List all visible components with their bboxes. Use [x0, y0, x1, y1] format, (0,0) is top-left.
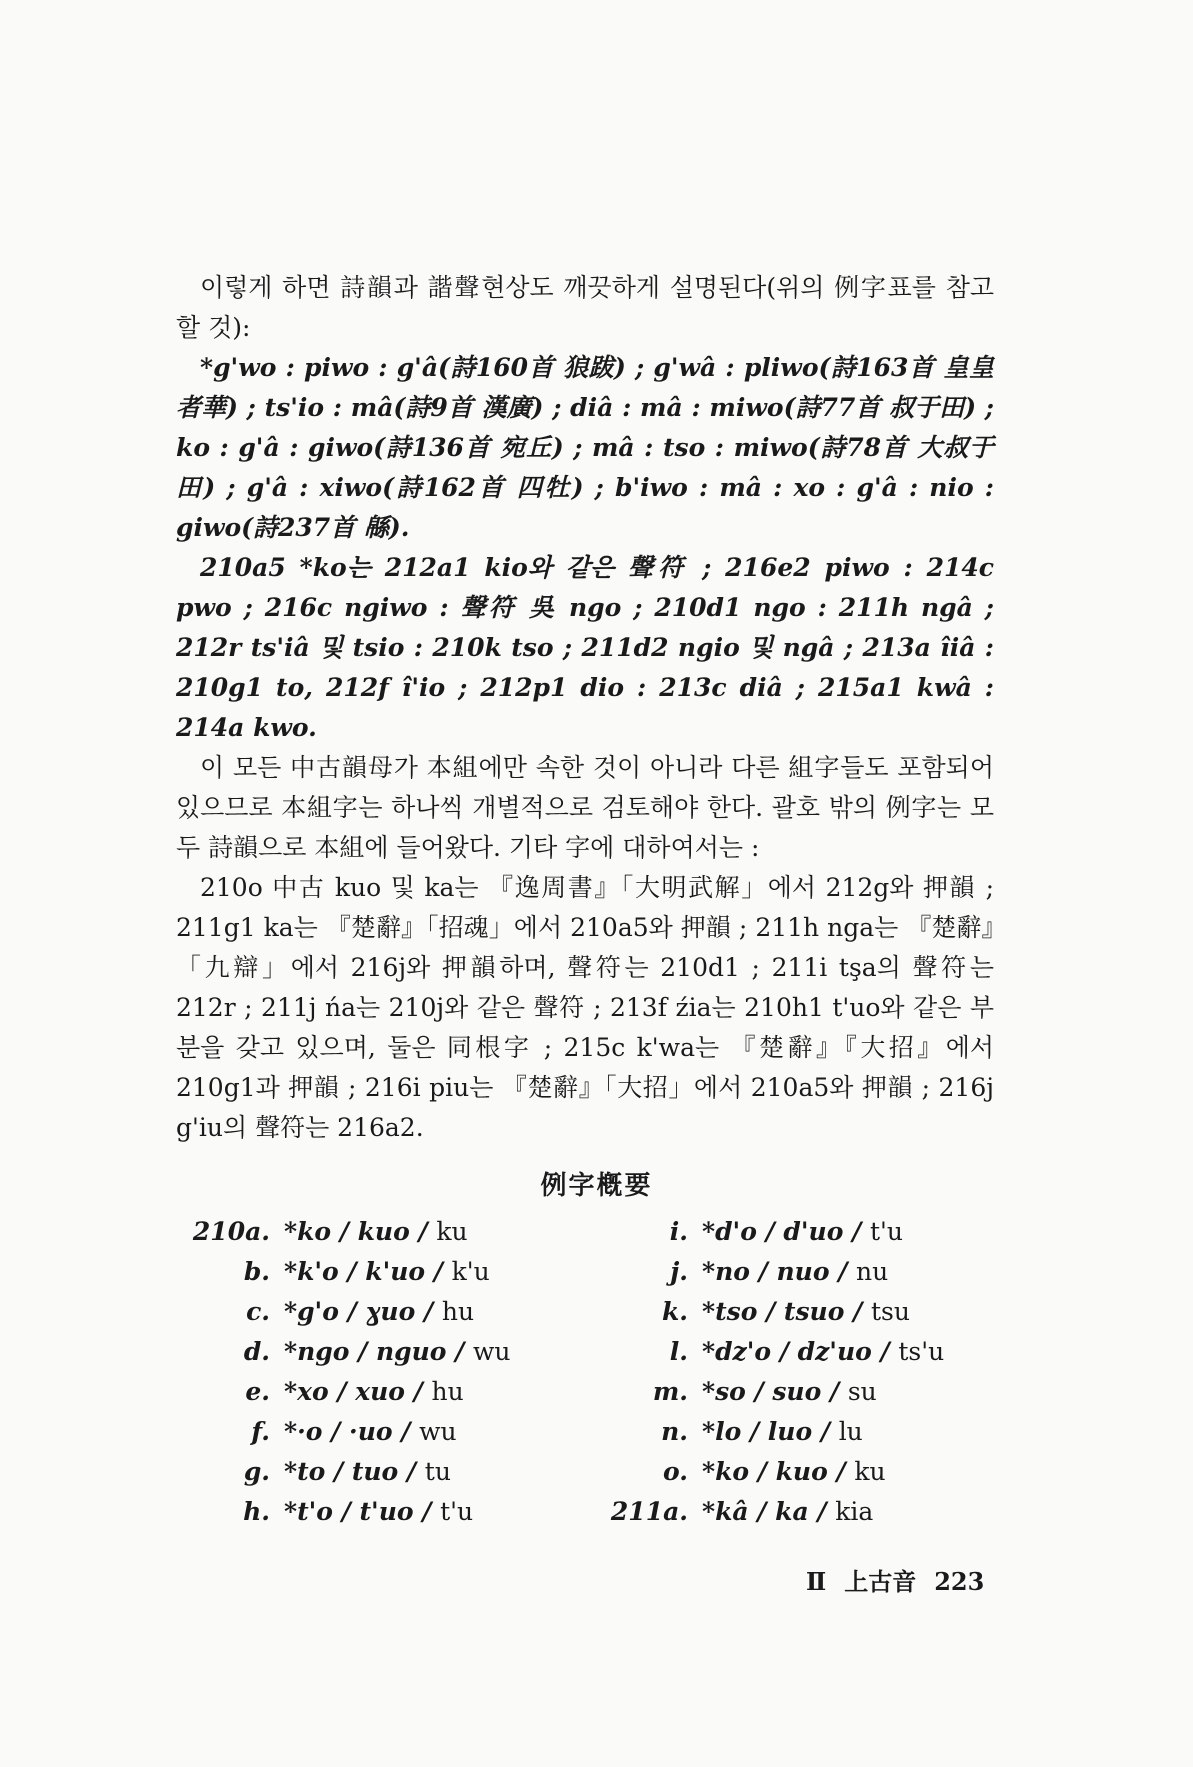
- example-row: [608, 1252, 944, 1292]
- example-label: l.: [669, 1337, 688, 1366]
- example-modern: hu: [441, 1297, 475, 1326]
- example-row: [190, 1492, 511, 1532]
- example-modern: k'u: [451, 1257, 490, 1286]
- example-row: [190, 1332, 511, 1372]
- paragraph-intro: 이렇게 하면 詩韻과 諧聲현상도 깨끗하게 설명된다(위의 例字표를 참고할 것):: [176, 273, 994, 342]
- example-label: g.: [243, 1457, 270, 1486]
- example-row: [608, 1492, 944, 1532]
- example-row: [190, 1292, 511, 1332]
- example-forms: *ngo / nguo /: [284, 1337, 465, 1366]
- paragraph-rhyme-examples: *g'wo : piwo : g'â(詩160首 狼跋) ; g'wâ : pliwo(詩163首 皇皇者華) ; ts'io : mâ(詩9首 漢廣) ; diâ : mâ : miwo(詩77首 叔于田) ; ko : g'â : giwo(詩136首 宛丘) ; mâ : tso : miwo(詩78首 大叔于田) ; g'â : xiwo(詩162首 四牡) ; b'iwo : mâ : xo : g'â : nio : giwo(詩237首 緜).: [176, 353, 994, 542]
- example-label: b.: [243, 1257, 270, 1286]
- example-label: e.: [245, 1377, 270, 1406]
- examples-left-column: [190, 1212, 511, 1532]
- table-title: 例字槪要: [540, 1171, 653, 1201]
- example-modern: ts'u: [898, 1337, 945, 1366]
- example-forms: *dz'o / dz'uo /: [702, 1337, 890, 1366]
- example-forms: *xo / xuo /: [284, 1377, 423, 1406]
- example-label: h.: [243, 1497, 270, 1526]
- example-modern: hu: [431, 1377, 464, 1406]
- example-modern: wu: [419, 1417, 457, 1446]
- example-row: [190, 1372, 511, 1412]
- page-number: 223: [934, 1567, 985, 1596]
- chapter-title: 上古音: [844, 1567, 917, 1596]
- example-label: c.: [246, 1297, 270, 1326]
- example-label: j.: [670, 1257, 688, 1286]
- example-modern: nu: [856, 1257, 889, 1286]
- example-modern: kia: [835, 1497, 874, 1526]
- example-modern: wu: [473, 1337, 511, 1366]
- example-modern: tu: [424, 1457, 451, 1486]
- example-label: f.: [251, 1417, 270, 1446]
- example-forms: *no / nuo /: [702, 1257, 848, 1286]
- example-forms: *d'o / d'uo /: [702, 1217, 862, 1246]
- body-text: [176, 268, 994, 1148]
- example-modern: su: [847, 1377, 877, 1406]
- example-row: [608, 1332, 944, 1372]
- example-forms: *k'o / k'uo /: [284, 1257, 443, 1286]
- section-number: Ⅱ: [806, 1567, 827, 1596]
- example-modern: ku: [436, 1217, 468, 1246]
- example-forms: *t'o / t'uo /: [284, 1497, 432, 1526]
- example-row: [190, 1212, 511, 1252]
- example-row: [608, 1212, 944, 1252]
- example-modern: t'u: [440, 1497, 474, 1526]
- example-modern: t'u: [869, 1217, 903, 1246]
- page-footer: [806, 1562, 1002, 1597]
- example-forms: *g'o / ɣuo /: [284, 1297, 434, 1326]
- example-row: [608, 1372, 944, 1412]
- example-row: [190, 1452, 511, 1492]
- example-forms: *to / tuo /: [284, 1457, 417, 1486]
- example-row: [190, 1412, 511, 1452]
- example-label: k.: [661, 1297, 688, 1326]
- example-modern: ku: [854, 1457, 886, 1486]
- example-modern: tsu: [870, 1297, 910, 1326]
- example-label: 211a.: [610, 1497, 688, 1526]
- example-row: [608, 1292, 944, 1332]
- example-forms: *tso / tsuo /: [702, 1297, 863, 1326]
- example-label: 210a.: [192, 1217, 270, 1246]
- examples-right-column: [608, 1212, 944, 1532]
- example-label: m.: [652, 1377, 688, 1406]
- example-row: [608, 1412, 944, 1452]
- example-row: [190, 1252, 511, 1292]
- example-label: n.: [661, 1417, 688, 1446]
- paragraph-note: 이 모든 中古韻母가 本組에만 속한 것이 아니라 다른 組字들도 포함되어 있으므로 本組字는 하나씩 개별적으로 검토해야 한다. 괄호 밖의 例字는 모두 詩韻으로 本組에 들어왔다. 기타 字에 대하여서는 :: [176, 753, 994, 862]
- example-label: i.: [669, 1217, 688, 1246]
- example-forms: *·o / ·uo /: [284, 1417, 411, 1446]
- paragraph-other-chars: 210o 中古 kuo 및 ka는 『逸周書』「大明武解」에서 212g와 押韻 ; 211g1 ka는 『楚辭』「招魂」에서 210a5와 押韻 ; 211h nga는 『楚辭』「九辯」에서 216j와 押韻하며, 聲符는 210d1 ; 211i tşa의 聲符는 212r ; 211j ńa는 210j와 같은 聲符 ; 213f źia는 210h1 t'uo와 같은 부분을 갖고 있으며, 둘은 同根字 ; 215c k'wa는 『楚辭』『大招』에서 210g1과 押韻 ; 216i piu는 『楚辭』「大招」에서 210a5와 押韻 ; 216j g'iu의 聲符는 216a2.: [176, 873, 994, 1142]
- example-modern: lu: [838, 1417, 863, 1446]
- example-forms: *ko / kuo /: [702, 1457, 846, 1486]
- example-forms: *kâ / ka /: [702, 1497, 827, 1526]
- example-label: d.: [243, 1337, 270, 1366]
- example-forms: *ko / kuo /: [284, 1217, 428, 1246]
- example-forms: *lo / luo /: [702, 1417, 830, 1446]
- example-forms: *so / suo /: [702, 1377, 840, 1406]
- example-label: o.: [663, 1457, 688, 1486]
- paragraph-phonetic-examples: 210a5 *ko는 212a1 kio와 같은 聲符 ; 216e2 piwo : 214c pwo ; 216c ngiwo : 聲符 吳 ngo ; 210d1 ngo : 211h ngâ ; 212r ts'iâ 및 tsio : 210k tso ; 211d2 ngio 및 ngâ ; 213a îiâ : 210g1 to, 212f î'io ; 212p1 dio : 213c diâ ; 215a1 kwâ : 214a kwo.: [176, 553, 994, 742]
- example-row: [608, 1452, 944, 1492]
